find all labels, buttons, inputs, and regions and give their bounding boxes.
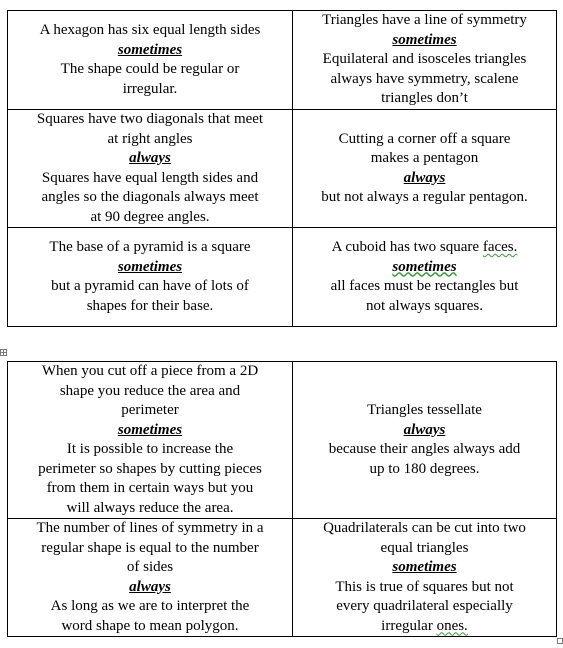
card-triangle-symmetry[interactable] xyxy=(293,11,557,110)
explanation-line: It is possible to increase the xyxy=(66,441,234,457)
card-cut-2d-shape[interactable] xyxy=(8,362,293,519)
explanation-line: triangles don’t xyxy=(381,90,468,107)
table-row xyxy=(8,11,557,110)
explanation-line: all faces must be rectangles but xyxy=(330,278,519,294)
statement-line: A hexagon has six equal length sides xyxy=(39,22,261,38)
statement-line: perimeter xyxy=(121,402,179,418)
spellcheck-underlined-word: ones. xyxy=(436,617,468,634)
explanation-line: always have symmetry, scalene xyxy=(330,70,519,87)
answer-keyword: sometimes xyxy=(117,421,183,438)
statement-line: regular shape is equal to the number xyxy=(41,539,259,556)
statement-line: equal triangles xyxy=(380,539,469,556)
statement-line: Squares have two diagonals that meet xyxy=(36,111,264,127)
explanation-line: Squares have equal length sides and xyxy=(41,169,259,186)
table-row xyxy=(8,228,557,327)
explanation-line: every quadrilateral especially xyxy=(336,598,513,614)
explanation-line: Equilateral and isosceles triangles xyxy=(322,51,527,68)
statement-line: When you cut off a piece from a 2D xyxy=(41,363,259,379)
explanation-line: because their angles always add xyxy=(328,441,521,457)
statement-line: at right angles xyxy=(107,130,193,147)
card-square-diagonals[interactable] xyxy=(8,110,293,228)
statement-line: makes a pentagon xyxy=(370,150,479,166)
card-hexagon[interactable] xyxy=(8,11,293,110)
explanation-line: at 90 degree angles. xyxy=(90,208,210,225)
answer-keyword: always xyxy=(403,421,446,438)
card-quadrilaterals[interactable] xyxy=(293,519,557,637)
statement-line xyxy=(296,238,553,258)
table-move-handle-icon[interactable] xyxy=(0,349,7,356)
answer-keyword: sometimes xyxy=(392,559,457,575)
explanation-line: from them in certain ways but you xyxy=(46,480,254,496)
explanation-line: word shape to mean polygon. xyxy=(61,617,239,634)
text-cursor xyxy=(556,517,557,533)
explanation-line: will always reduce the area. xyxy=(66,499,234,516)
explanation-line: irregular. xyxy=(122,80,178,97)
card-square-corner[interactable] xyxy=(293,110,557,228)
card-pyramid-base[interactable] xyxy=(8,228,293,327)
card-triangles-tessellate[interactable] xyxy=(293,362,557,519)
explanation-line: but not always a regular pentagon. xyxy=(321,189,528,205)
explanation-line: As long as we are to interpret the xyxy=(50,598,250,614)
table-row xyxy=(8,110,557,228)
answer-keyword: sometimes xyxy=(392,31,457,48)
statement-line: Quadrilaterals can be cut into two xyxy=(323,520,526,536)
statement-table-top xyxy=(7,10,557,327)
statement-text: A cuboid has two square xyxy=(331,239,483,255)
table-row xyxy=(8,362,557,519)
answer-keyword: sometimes xyxy=(117,258,183,275)
card-lines-of-symmetry[interactable] xyxy=(8,519,293,637)
explanation-line: not always squares. xyxy=(365,297,484,314)
table-row xyxy=(8,519,557,637)
explanation-line: perimeter so shapes by cutting pieces xyxy=(38,460,262,477)
answer-keyword: sometimes xyxy=(117,41,183,58)
answer-keyword: always xyxy=(403,169,446,186)
answer-keyword: always xyxy=(129,578,171,595)
answer-keyword: sometimes xyxy=(392,258,457,275)
explanation-line: angles so the diagonals always meet xyxy=(41,189,259,205)
card-cuboid-faces[interactable] xyxy=(293,228,557,327)
statement-line: Triangles have a line of symmetry xyxy=(322,12,527,29)
answer-keyword: always xyxy=(129,150,171,166)
statement-line: of sides xyxy=(126,559,174,575)
statement-line: The number of lines of symmetry in a xyxy=(36,520,264,536)
statement-line: Triangles tessellate xyxy=(367,402,482,418)
explanation-line: but a pyramid can have of lots of xyxy=(51,278,249,294)
explanation-line: This is true of squares but not xyxy=(335,578,514,595)
statement-table-bottom xyxy=(7,361,557,637)
explanation-line: shapes for their base. xyxy=(86,297,214,314)
spellcheck-underlined-word: faces. xyxy=(482,239,518,255)
statement-line: shape you reduce the area and xyxy=(59,382,241,399)
explanation-line: up to 180 degrees. xyxy=(369,460,480,477)
explanation-line xyxy=(296,617,553,637)
explanation-line: The shape could be regular or xyxy=(60,61,240,77)
explanation-text: irregular xyxy=(381,617,437,634)
statement-line: The base of a pyramid is a square xyxy=(49,239,251,255)
table-resize-handle-icon[interactable] xyxy=(557,638,563,644)
statement-line: Cutting a corner off a square xyxy=(338,130,511,147)
